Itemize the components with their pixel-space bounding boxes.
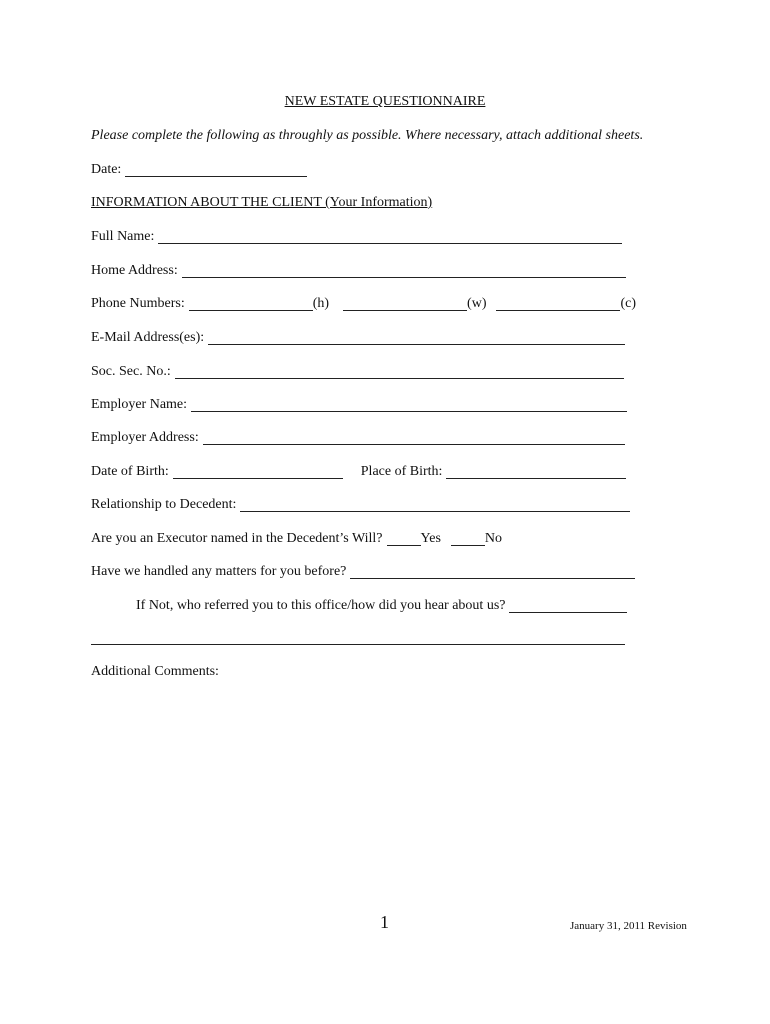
place-of-birth-field[interactable] <box>446 464 626 479</box>
birth-row <box>91 462 626 480</box>
page-number: 1 <box>380 912 389 932</box>
email-field[interactable] <box>208 330 625 345</box>
employer-name-field[interactable] <box>191 397 627 412</box>
phone-row <box>91 294 636 312</box>
ssn-field[interactable] <box>175 364 624 379</box>
referred-label: If Not, who referred you to this office/how did you hear about us? <box>136 598 506 613</box>
phone-home-field[interactable] <box>189 296 313 311</box>
date-label: Date: <box>91 162 122 177</box>
executor-row <box>91 529 502 547</box>
date-of-birth-field[interactable] <box>173 464 343 479</box>
phone-label: Phone Numbers: <box>91 296 185 311</box>
executor-yes-label: Yes <box>420 531 441 546</box>
phone-home-label: (h) <box>312 296 330 311</box>
full-name-field[interactable] <box>158 229 622 244</box>
section-heading: INFORMATION ABOUT THE CLIENT (Your Information) <box>91 195 433 210</box>
home-address-field[interactable] <box>182 263 626 278</box>
full-name-row <box>91 227 622 245</box>
referred-field[interactable] <box>509 598 627 613</box>
ssn-row <box>91 362 624 380</box>
employer-address-label: Employer Address: <box>91 430 199 445</box>
date-field[interactable] <box>125 162 307 177</box>
date-row <box>91 160 307 178</box>
ssn-label: Soc. Sec. No.: <box>91 364 171 379</box>
instructions-text: Please complete the following as throughly as possible. Where necessary, attach additional sheets. <box>91 128 644 143</box>
executor-question-label: Are you an Executor named in the Decedent’s Will? <box>91 531 383 546</box>
phone-cell-field[interactable] <box>496 296 620 311</box>
relationship-row <box>91 495 630 513</box>
phone-work-label: (w) <box>467 296 487 311</box>
referred-continuation-row <box>91 628 625 646</box>
handled-before-label: Have we handled any matters for you before? <box>91 564 347 579</box>
employer-name-row <box>91 395 627 413</box>
handled-before-field[interactable] <box>350 564 635 579</box>
email-row <box>91 328 625 346</box>
executor-yes-field[interactable] <box>387 531 421 546</box>
email-label: E-Mail Address(es): <box>91 330 205 345</box>
additional-comments-label: Additional Comments: <box>91 664 219 679</box>
relationship-field[interactable] <box>240 497 630 512</box>
phone-cell-label: (c) <box>620 296 637 311</box>
employer-address-row <box>91 428 625 446</box>
employer-name-label: Employer Name: <box>91 397 188 412</box>
employer-address-field[interactable] <box>203 430 625 445</box>
executor-no-field[interactable] <box>451 531 485 546</box>
full-name-label: Full Name: <box>91 229 155 244</box>
home-address-label: Home Address: <box>91 263 178 278</box>
referred-continuation-field[interactable] <box>91 630 625 645</box>
home-address-row <box>91 261 626 279</box>
phone-work-field[interactable] <box>343 296 467 311</box>
executor-no-label: No <box>484 531 503 546</box>
date-of-birth-label: Date of Birth: <box>91 464 169 479</box>
relationship-label: Relationship to Decedent: <box>91 497 237 512</box>
place-of-birth-label: Place of Birth: <box>360 464 443 479</box>
revision-note: January 31, 2011 Revision <box>570 920 687 932</box>
referred-row <box>136 596 627 614</box>
document-title: NEW ESTATE QUESTIONNAIRE <box>284 94 486 109</box>
handled-before-row <box>91 562 635 580</box>
